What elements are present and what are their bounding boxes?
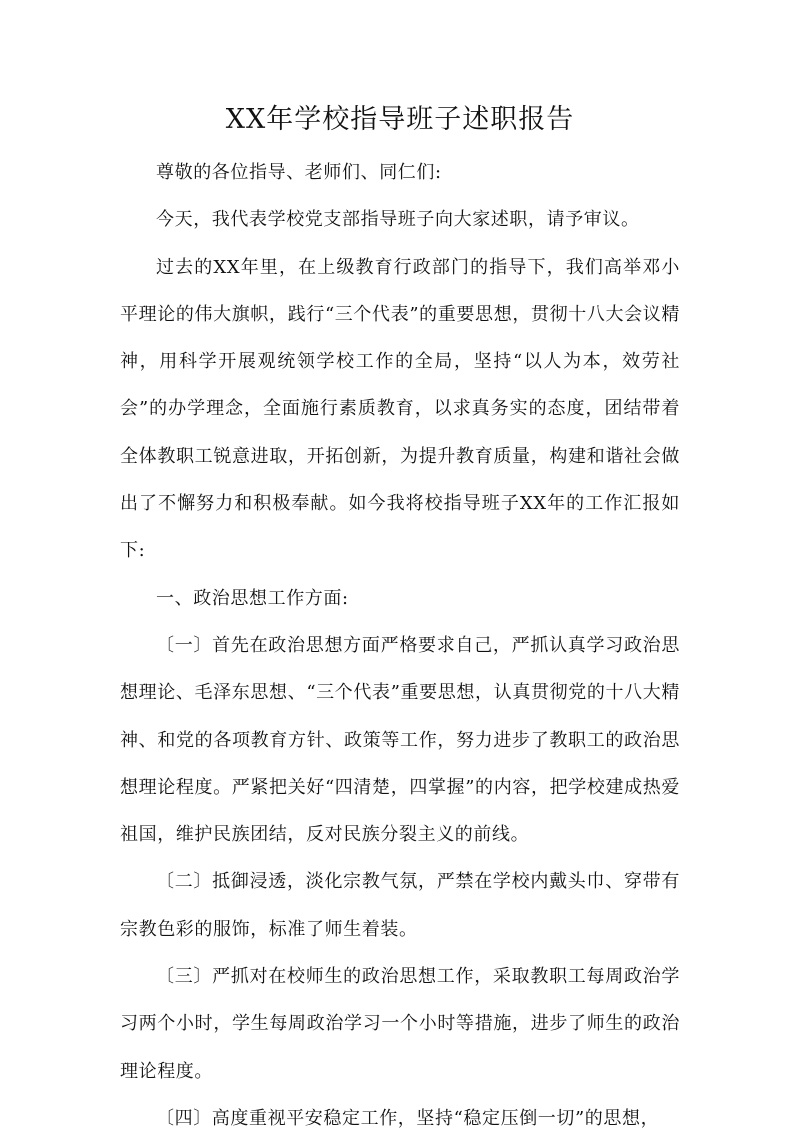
document-body [120,149,680,1142]
item-paragraph-1: 〔一〕首先在政治思想方面严格要求自己，严抓认真学习政治思想理论、毛泽东思想、“三个代表”重要思想，认真贯彻党的十八大精神、和党的各项教育方针、政策等工作，努力进步了教职工的政治思想理论程度。严紧把关好“四清楚，四掌握”的内容，把学校建成热爱祖国，维护民族团结，反对民族分裂主义的前线。 [120,634,680,846]
item-paragraph-3: 〔三〕严抓对在校师生的政治思想工作，采取教职工每周政治学习两个小时，学生每周政治学习一个小时等措施，进步了师生的政治理论程度。 [120,966,680,1082]
item-paragraph-2: 〔二〕抵御浸透，淡化宗教气氛，严禁在学校内戴头巾、穿带有宗教色彩的服饰，标准了师生着装。 [120,871,680,940]
overview-paragraph: 过去的XX年里，在上级教育行政部门的指导下，我们高举邓小平理论的伟大旗帜，践行“三个代表”的重要思想，贯彻十八大会议精神，用科学开展观统领学校工作的全局，坚持“以人为本，效劳社会”的办学理念，全面施行素质教育，以求真务实的态度，团结带着全体教职工锐意进取，开拓创新，为提升教育质量，构建和谐社会做出了不懈努力和积极奉献。如今我将校指导班子XX年的工作汇报如下: [120,256,680,562]
item-paragraph-4: 〔四〕高度重视平安稳定工作，坚持“稳定压倒一切”的思想， [156,1107,660,1129]
intro-paragraph: 今天，我代表学校党支部指导班子向大家述职，请予审议。 [156,209,640,231]
document-title: XX年学校指导班子述职报告 [225,104,575,135]
section-heading-political: 一、政治思想工作方面: [156,587,349,609]
salutation-paragraph: 尊敬的各位指导、老师们、同仁们: [156,162,442,183]
